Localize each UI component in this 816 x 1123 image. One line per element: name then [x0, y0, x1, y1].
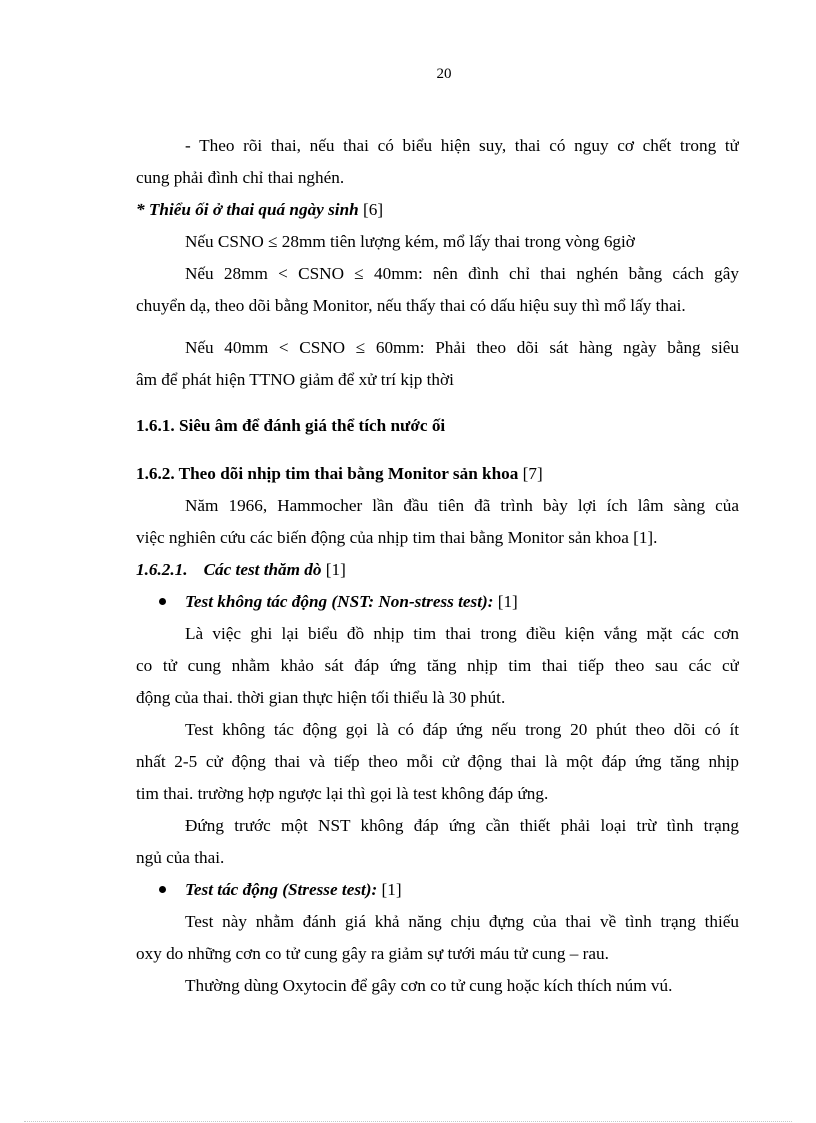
- heading-number: 1.6.2.1.: [136, 560, 188, 579]
- paragraph-line: Test không tác động gọi là có đáp ứng nếu trong 20 phút theo dõi có ít: [185, 720, 739, 739]
- heading-title: 1.6.2. Theo dõi nhịp tim thai bằng Monitor sản khoa: [136, 464, 519, 483]
- paragraph-line: Nếu CSNO ≤ 28mm tiên lượng kém, mổ lấy thai trong vòng 6giờ: [185, 232, 635, 251]
- paragraph-line: - Theo rõi thai, nếu thai có biểu hiện suy, thai có nguy cơ chết trong tử: [185, 136, 739, 155]
- bullet-item-stress: [136, 874, 739, 906]
- paragraph-line: Nếu 40mm < CSNO ≤ 60mm: Phải theo dõi sát hàng ngày bằng siêu: [185, 338, 739, 357]
- bullet-title: Test không tác động (NST: Non-stress test):: [185, 592, 494, 611]
- paragraph-line: Đứng trước một NST không đáp ứng cần thiết phải loại trừ tình trạng: [185, 816, 739, 835]
- paragraph-line: Năm 1966, Hammocher lần đầu tiên đã trình bày lợi ích lâm sàng của: [185, 496, 739, 515]
- paragraph-line: âm để phát hiện TTNO giảm để xử trí kịp thời: [136, 370, 454, 389]
- citation: [1]: [381, 880, 402, 899]
- page-bottom-divider: [24, 1121, 792, 1122]
- bullet-item-nst: [136, 586, 739, 618]
- heading-title: * Thiểu ối ở thai quá ngày sinh: [136, 200, 359, 219]
- heading-1-6-2-1: [136, 554, 739, 586]
- paragraph-line: Thường dùng Oxytocin để gây cơn co tử cung hoặc kích thích núm vú.: [185, 976, 673, 995]
- paragraph-line: chuyển dạ, theo dõi bằng Monitor, nếu thấy thai có dấu hiệu suy thì mổ lấy thai.: [136, 296, 686, 315]
- citation: [1]: [325, 560, 346, 579]
- paragraph-line: Nếu 28mm < CSNO ≤ 40mm: nên đình chỉ thai nghén bằng cách gây: [185, 264, 739, 283]
- bullet-dot-icon: [159, 886, 166, 893]
- paragraph-line: cung phải đình chỉ thai nghén.: [136, 168, 345, 187]
- citation: [7]: [522, 464, 543, 483]
- paragraph-line: Là việc ghi lại biểu đồ nhịp tim thai trong điều kiện vắng mặt các cơn: [185, 624, 739, 643]
- paragraph-line: nhất 2-5 cử động thai và tiếp theo mỗi cử động thai là một đáp ứng tăng nhịp: [136, 752, 739, 771]
- page-number: 20: [436, 66, 452, 82]
- bullet-dot-icon: [159, 598, 166, 605]
- paragraph-line: tim thai. trường hợp ngược lại thì gọi là test không đáp ứng.: [136, 784, 549, 803]
- bullet-title: Test tác động (Stresse test):: [185, 880, 378, 899]
- paragraph-line: động của thai. thời gian thực hiện tối thiểu là 30 phút.: [136, 688, 506, 707]
- paragraph-line: oxy do những cơn co tử cung gây ra giảm sự tưới máu tử cung – rau.: [136, 944, 609, 963]
- document-body: [136, 130, 739, 1002]
- citation: [1]: [497, 592, 518, 611]
- paragraph-line: Test này nhằm đánh giá khả năng chịu đựng của thai về tình trạng thiếu: [185, 912, 739, 931]
- paragraph-line: việc nghiên cứu các biến động của nhịp tim thai bằng Monitor sản khoa [1].: [136, 528, 658, 547]
- paragraph-line: ngủ của thai.: [136, 848, 225, 867]
- heading-1-6-2: [136, 458, 739, 490]
- heading-title: Các test thăm dò: [203, 560, 322, 579]
- heading-1-6-1: 1.6.1. Siêu âm để đánh giá thể tích nước ối: [136, 416, 446, 435]
- paragraph-line: co tử cung nhằm khảo sát đáp ứng tăng nhịp tim thai tiếp theo sau các cử: [136, 656, 739, 675]
- citation: [6]: [363, 200, 384, 219]
- heading-thieu-oi: [136, 194, 739, 226]
